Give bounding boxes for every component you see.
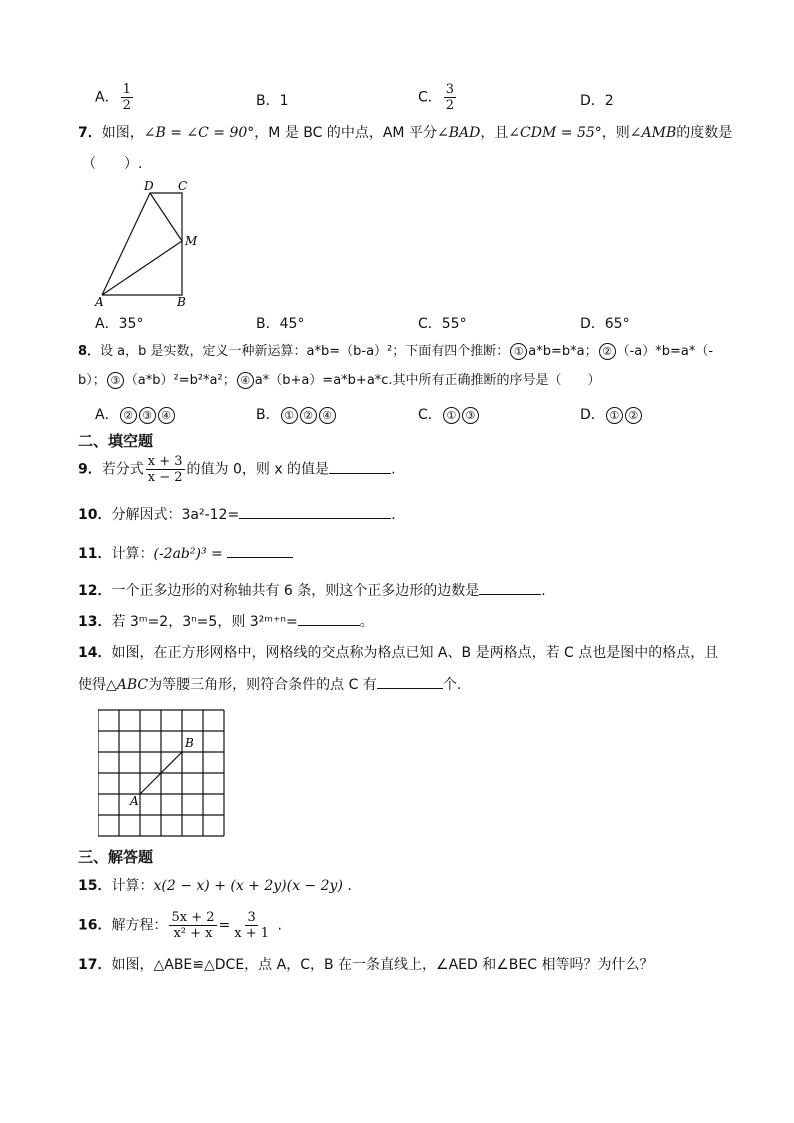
q8-stem-2: b）； ③ （a*b）²=b²*a²； ④ a*（b+a）=a*b+a*c.其中所有正确推断的序号是（ ）: [78, 373, 601, 388]
q8-option-c: C． ① ③: [418, 404, 480, 424]
q14-grid-figure: [98, 705, 230, 839]
label-c: C: [178, 179, 188, 193]
q6-option-c: C． $\frac{3}{2}$: [418, 82, 455, 113]
q13-blank[interactable]: [298, 611, 360, 626]
grid-label-b: B: [185, 736, 194, 750]
q11-blank[interactable]: [227, 543, 293, 558]
q8-option-b: B． ① ② ④: [256, 404, 337, 424]
q13: 13．若 3ᵐ=2，3ⁿ=5，则 3²ᵐ⁺ⁿ= 。: [78, 611, 768, 633]
label-b: B: [177, 295, 186, 309]
q10-blank[interactable]: [239, 504, 391, 519]
q7-figure: [90, 176, 220, 311]
q14-blank[interactable]: [377, 674, 443, 689]
q8-option-a: A． ② ③ ④: [95, 404, 176, 424]
label-d: D: [144, 179, 154, 193]
q7-paren: （ ）.: [82, 156, 143, 172]
q6-option-b: B．1: [256, 93, 289, 109]
q14-line-2: 使得△ABC为等腰三角形，则符合条件的点 C 有 个.: [78, 674, 768, 696]
q9-blank[interactable]: [329, 459, 391, 474]
q10: 10．分解因式：3a²-12= .: [78, 504, 768, 526]
label-a: A: [95, 295, 104, 309]
q7-option-c: C．55°: [418, 316, 467, 332]
grid-label-a: A: [130, 794, 139, 808]
section-2-title: 二、填空题: [78, 432, 154, 450]
q7-option-a: A．35°: [95, 316, 144, 332]
q14-line-1: 14．如图，在正方形网格中，网格线的交点称为格点已知 A、B 是两格点，若 C 点也是图中的格点，且: [78, 645, 719, 661]
section-3-title: 三、解答题: [78, 848, 154, 866]
q11: 11．计算：(-2ab²)³ =: [78, 543, 768, 565]
q12: 12．一个正多边形的对称轴共有 6 条，则这个正多边形的边数是 .: [78, 580, 768, 602]
q16: 16．解方程： $\frac{5x + 2}{\text{x² + x}}$ = $\frac{3}{x + 1}$ .: [78, 910, 282, 941]
q12-blank[interactable]: [479, 580, 541, 595]
q8-stem: 8．设 a，b 是实数，定义一种新运算：a*b=（b-a）²；下面有四个推断： ① a*b=b*a； ② （-a）*b=a*（-: [78, 344, 714, 359]
q9: 9．若分式 $\frac{x + 3}{x - 2}$ 的值为 0，则 x 的值是 .: [78, 454, 396, 485]
q7-option-b: B．45°: [256, 316, 305, 332]
q6-option-d: D．2: [580, 93, 614, 109]
q6-option-a: A． $\frac{1}{2}$: [95, 82, 131, 113]
q7-option-d: D．65°: [580, 316, 630, 332]
q15: 15．计算：x(2 − x) + (x + 2y)(x − 2y) .: [78, 878, 352, 894]
q17: 17．如图，△ABE≌△DCE，点 A，C，B 在一条直线上，∠AED 和∠BEC 相等吗？为什么？: [78, 957, 654, 973]
q7-stem: 7．如图，∠B = ∠C = 90°，M 是 BC 的中点，AM 平分∠BAD，且∠CDM = 55°，则∠AMB的度数是: [78, 125, 733, 141]
label-m: M: [185, 234, 198, 248]
q8-option-d: D． ① ②: [580, 404, 643, 424]
